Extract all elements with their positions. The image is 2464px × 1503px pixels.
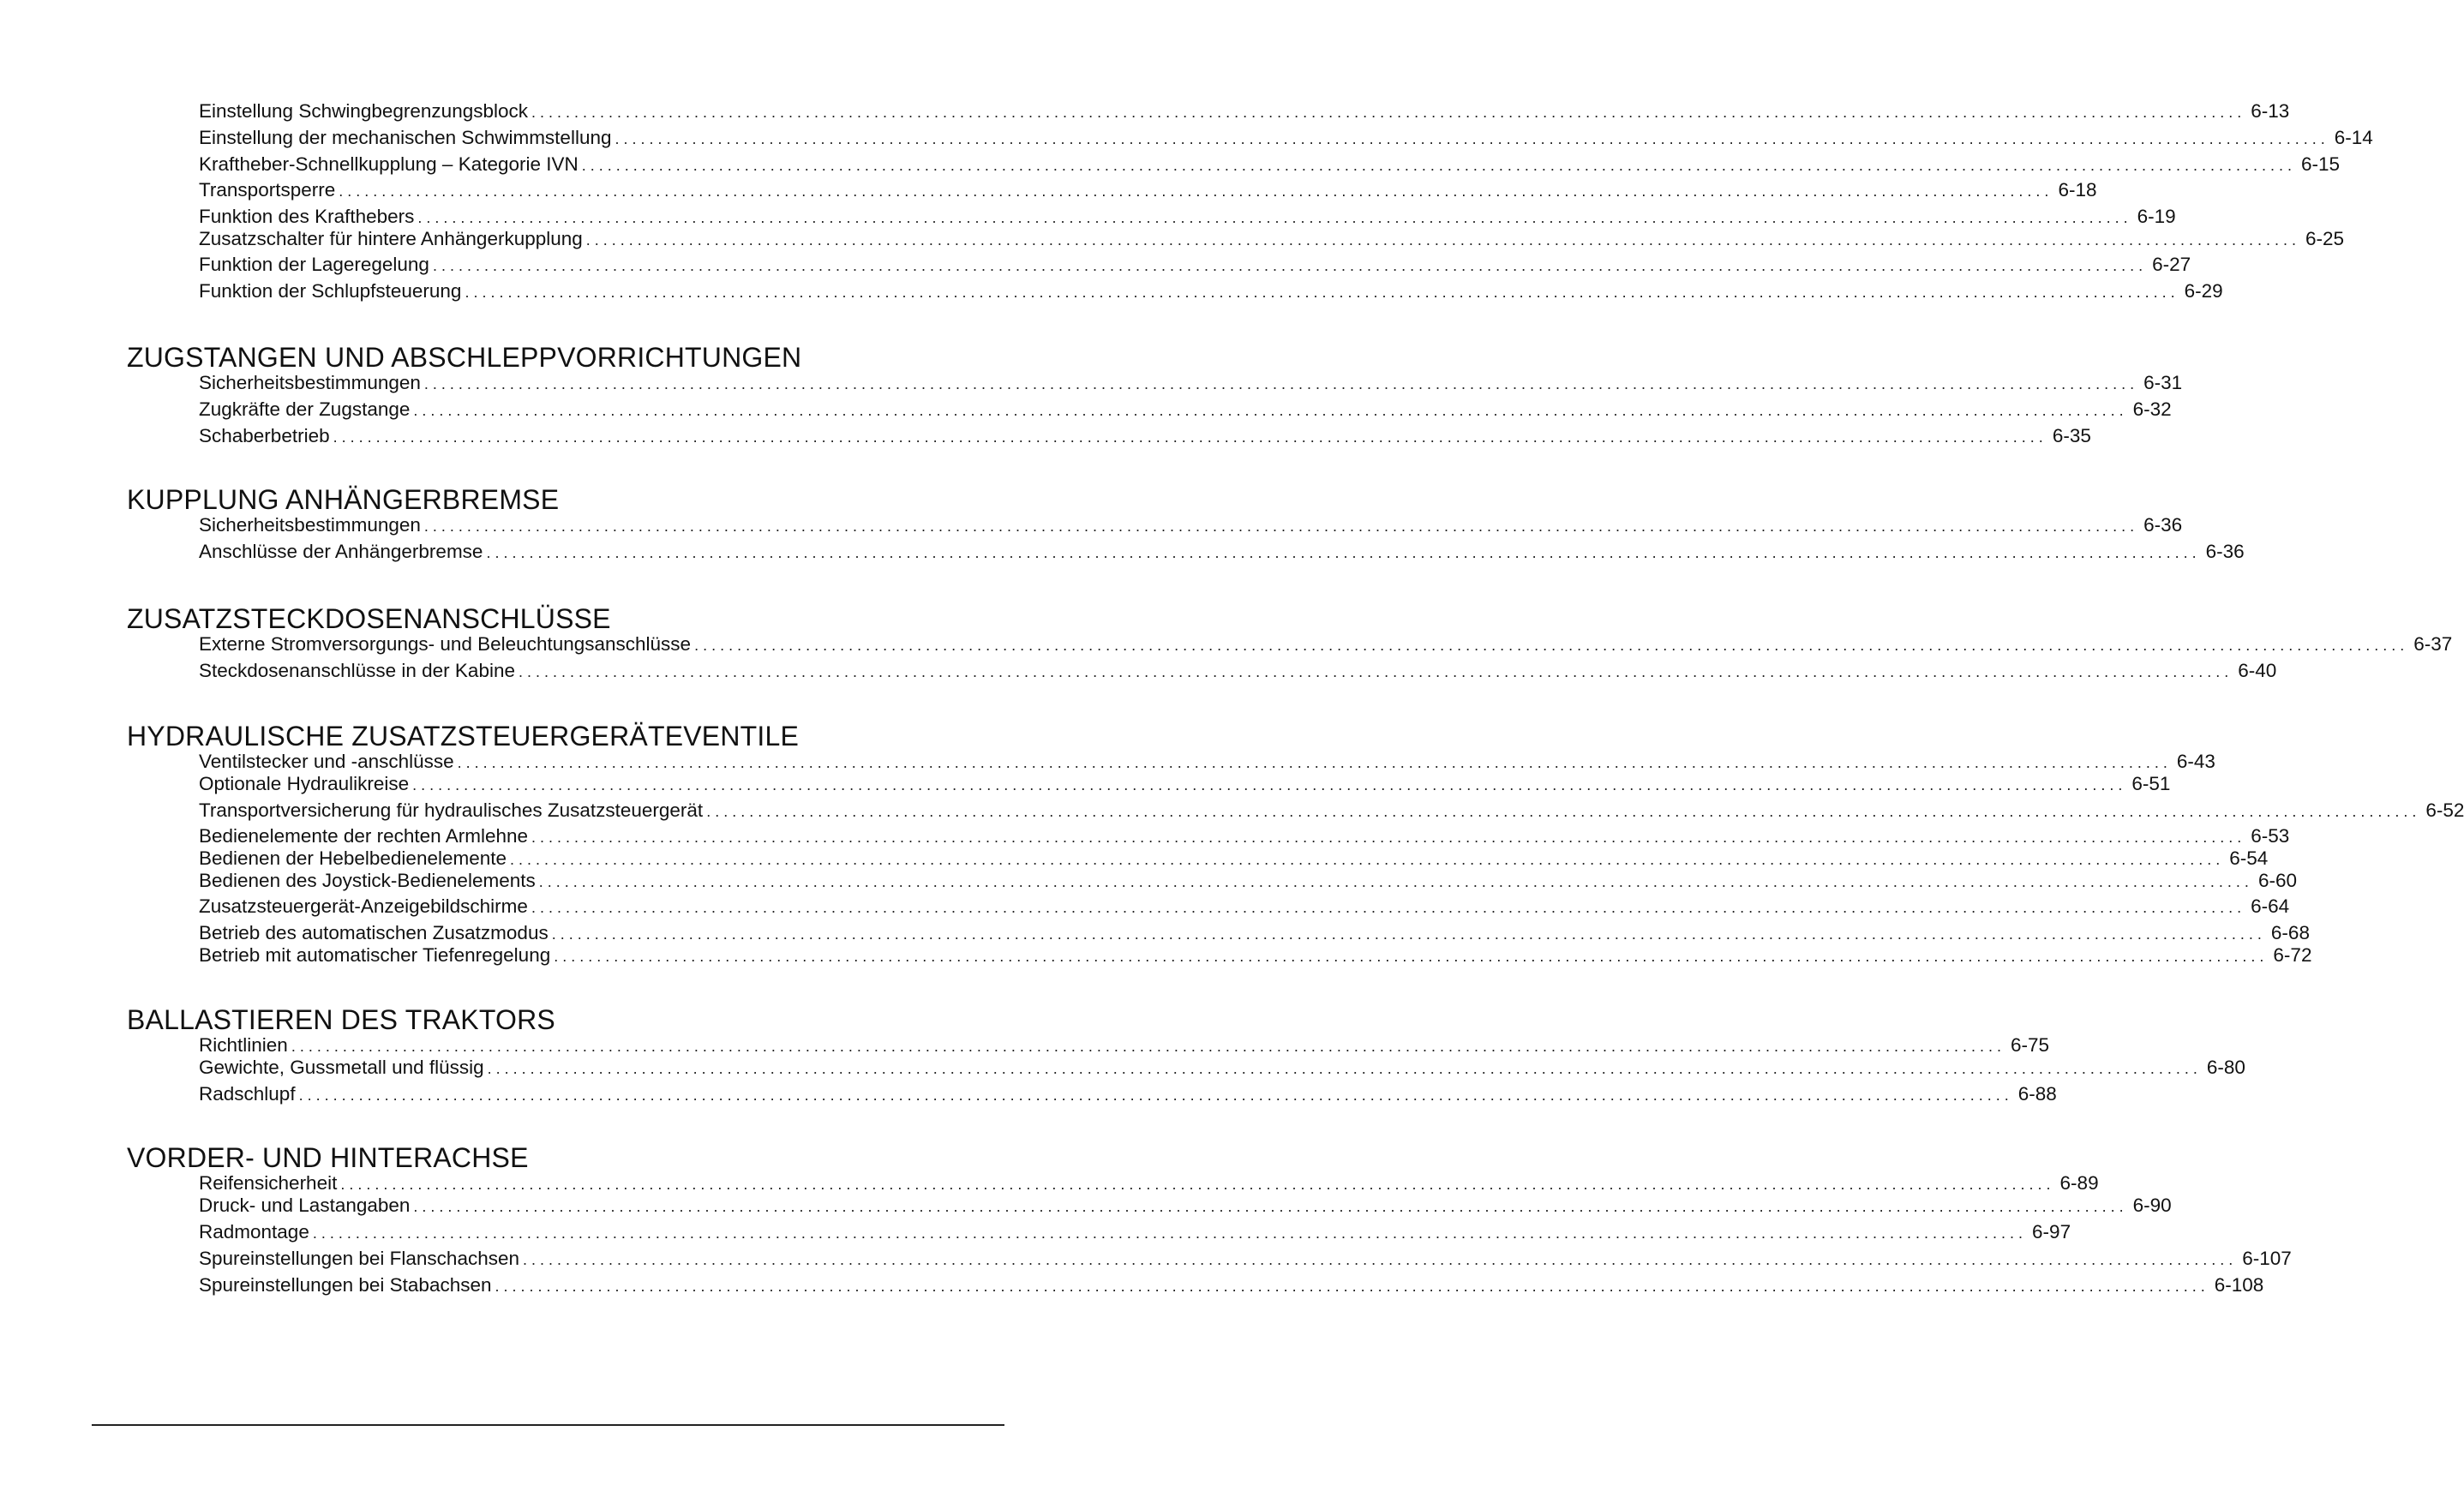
toc-entry-title: Betrieb des automatischen Zusatzmodus [199,922,549,943]
toc-entry[interactable] [199,943,2312,967]
toc-entry[interactable] [199,398,2172,422]
toc-entry-title: Zusatzschalter für hintere Anhängerkupplung [199,228,583,249]
toc-entry[interactable] [199,1056,2245,1080]
toc-entry-title: Funktion der Lageregelung [199,254,429,275]
toc-entry-title: Kraftheber-Schnellkupplung – Kategorie IVN [199,153,579,175]
dot-leader: ........................................................................................................................................................................................................ [413,402,2128,419]
toc-entry-page: 6-31 [2143,372,2183,393]
toc-entry-title: Steckdosenanschlüsse in der Kabine [199,660,515,681]
toc-entry-page: 6-29 [2184,280,2223,302]
dot-leader: ........................................................................................................................................................................................................ [585,231,2300,249]
toc-entry[interactable] [199,205,2176,229]
dot-leader: ........................................................................................................................................................................................................ [523,1251,2238,1268]
toc-entry-title: Zugkräfte der Zugstange [199,398,411,420]
dot-leader: ........................................................................................................................................................................................................ [519,663,2233,680]
dot-leader: ........................................................................................................................................................................................................ [312,1225,2028,1242]
dot-leader: ........................................................................................................................................................................................................ [554,948,2269,965]
toc-entry-title: Bedienelemente der rechten Armlehne [199,825,528,847]
toc-entry-page: 6-89 [2059,1172,2099,1194]
toc-entry-page: 6-43 [2176,751,2215,772]
toc-entry-page: 6-72 [2273,944,2312,966]
toc-entry-page: 6-97 [2032,1221,2071,1243]
toc-entry[interactable] [199,1220,2071,1244]
toc-entry-page: 6-19 [2137,206,2176,227]
toc-entry[interactable] [199,153,2341,177]
toc-entry[interactable] [199,847,2269,871]
toc-entry[interactable] [199,921,2310,945]
toc-entry[interactable] [199,99,2290,123]
section-heading: ZUSATZSTECKDOSENANSCHLÜSSE [127,603,611,634]
toc-entry[interactable] [199,1247,2292,1271]
toc-entry[interactable] [199,540,2245,564]
toc-entry-title: Optionale Hydraulikreise [199,773,410,794]
section-heading: VORDER- UND HINTERACHSE [127,1142,529,1173]
section-heading: HYDRAULISCHE ZUSATZSTEUERGERÄTEVENTILE [127,721,800,752]
dot-leader: ........................................................................................................................................................................................................ [531,104,2246,121]
dot-leader: ........................................................................................................................................................................................................ [531,899,2246,916]
dot-leader: ........................................................................................................................................................................................................ [333,428,2047,446]
toc-entry-title: Radmontage [199,1221,309,1243]
toc-entry[interactable] [199,371,2183,395]
dot-leader: ........................................................................................................................................................................................................ [457,754,2172,771]
dot-leader: ........................................................................................................................................................................................................ [432,257,2148,274]
toc-entry-title: Transportversicherung für hydraulisches Zusatzsteuergerät [199,799,704,821]
section-heading: ZUGSTANGEN UND ABSCHLEPPVORRICHTUNGEN [127,342,802,373]
dot-leader: ........................................................................................................................................................................................................ [339,183,2053,200]
toc-entry-page: 6-52 [2425,799,2464,821]
dot-leader: ........................................................................................................................................................................................................ [615,130,2329,147]
toc-entry[interactable] [199,632,2453,656]
dot-leader: ........................................................................................................................................................................................................ [465,284,2179,301]
toc-entry-title: Zusatzsteuergerät-Anzeigebildschirme [199,895,528,917]
toc-entry-page: 6-25 [2305,228,2345,249]
dot-leader: ........................................................................................................................................................................................................ [538,873,2253,890]
toc-entry[interactable] [199,424,2091,448]
section-heading: KUPPLUNG ANHÄNGERBREMSE [127,484,560,515]
toc-entry-page: 6-108 [2214,1274,2264,1296]
toc-entry-page: 6-80 [2206,1057,2245,1078]
toc-entry-title: Externe Stromversorgungs- und Beleuchtungsanschlüsse [199,633,692,655]
dot-leader: ........................................................................................................................................................................................................ [551,925,2266,943]
dot-leader: ........................................................................................................................................................................................................ [694,637,2409,654]
dot-leader: ........................................................................................................................................................................................................ [291,1038,2006,1055]
toc-entry-title: Sicherheitsbestimmungen [199,514,421,536]
toc-entry[interactable] [199,1082,2057,1106]
toc-entry-title: Transportsperre [199,179,336,201]
toc-entry-title: Einstellung der mechanischen Schwimmstellung [199,127,612,148]
toc-entry-page: 6-32 [2132,398,2172,420]
toc-entry-page: 6-36 [2205,541,2245,562]
toc-entry-page: 6-35 [2052,425,2091,446]
toc-entry-page: 6-64 [2251,895,2290,917]
toc-entry-title: Richtlinien [199,1034,288,1056]
dot-leader: ........................................................................................................................................................................................................ [423,375,2139,392]
toc-entry-page: 6-36 [2143,514,2183,536]
toc-entry[interactable] [199,869,2297,893]
dot-leader: ........................................................................................................................................................................................................ [495,1278,2209,1295]
toc-entry-page: 6-18 [2058,179,2097,201]
toc-entry[interactable] [199,772,2171,796]
dot-leader: ........................................................................................................................................................................................................ [706,803,2421,820]
toc-entry-title: Gewichte, Gussmetall und flüssig [199,1057,484,1078]
toc-entry[interactable] [199,126,2373,150]
toc-entry-page: 6-27 [2152,254,2191,275]
dot-leader: ........................................................................................................................................................................................................ [581,157,2296,174]
toc-entry[interactable] [199,279,2223,303]
toc-entry-title: Reifensicherheit [199,1172,338,1194]
footer-rule [92,1424,1004,1426]
toc-entry-page: 6-53 [2251,825,2290,847]
toc-entry[interactable] [199,1273,2264,1297]
dot-leader: ........................................................................................................................................................................................................ [531,829,2246,846]
toc-entry-title: Ventilstecker und -anschlüsse [199,751,454,772]
dot-leader: ........................................................................................................................................................................................................ [423,518,2139,535]
toc-entry-title: Bedienen des Joystick-Bedienelements [199,870,536,891]
toc-entry-title: Spureinstellungen bei Stabachsen [199,1274,492,1296]
toc-entry-title: Schaberbetrieb [199,425,330,446]
toc-entry-page: 6-14 [2334,127,2373,148]
toc-entry[interactable] [199,513,2183,537]
toc-entry[interactable] [199,253,2191,277]
toc-entry[interactable] [199,799,2464,823]
toc-entry[interactable] [199,178,2097,202]
toc-entry-page: 6-75 [2011,1034,2050,1056]
toc-entry-page: 6-15 [2300,153,2341,175]
section-heading: BALLASTIEREN DES TRAKTORS [127,1004,555,1035]
toc-entry[interactable] [199,1194,2172,1218]
dot-leader: ........................................................................................................................................................................................................ [340,1176,2055,1193]
toc-entry-title: Funktion des Krafthebers [199,206,415,227]
toc-entry-page: 6-13 [2251,100,2290,122]
toc-entry-title: Funktion der Schlupfsteuerung [199,280,462,302]
toc-entry-page: 6-60 [2257,870,2297,891]
toc-entry-title: Spureinstellungen bei Flanschachsen [199,1248,519,1269]
dot-leader: ........................................................................................................................................................................................................ [487,1060,2202,1077]
toc-entry[interactable] [199,750,2215,774]
toc-entry-title: Anschlüsse der Anhängerbremse [199,541,483,562]
toc-entry[interactable] [199,824,2290,848]
toc-entry-title: Betrieb mit automatischer Tiefenregelung [199,944,551,966]
dot-leader: ........................................................................................................................................................................................................ [510,851,2225,868]
dot-leader: ........................................................................................................................................................................................................ [298,1087,2013,1104]
toc-entry-page: 6-40 [2238,660,2277,681]
toc-entry-title: Radschlupf [199,1083,296,1105]
toc-entry-title: Sicherheitsbestimmungen [199,372,421,393]
dot-leader: ........................................................................................................................................................................................................ [486,544,2201,561]
toc-entry-page: 6-68 [2270,922,2310,943]
toc-entry-page: 6-107 [2242,1248,2292,1269]
toc-entry-title: Einstellung Schwingbegrenzungsblock [199,100,528,122]
toc-entry-page: 6-37 [2413,633,2453,655]
toc-entry[interactable] [199,1171,2099,1195]
dot-leader: ........................................................................................................................................................................................................ [417,209,2132,226]
dot-leader: ........................................................................................................................................................................................................ [413,1198,2128,1215]
toc-entry[interactable] [199,895,2290,919]
toc-entry-page: 6-88 [2017,1083,2057,1105]
toc-entry[interactable] [199,659,2277,683]
toc-entry-page: 6-51 [2131,773,2171,794]
toc-entry-title: Druck- und Lastangaben [199,1195,411,1216]
toc-entry-page: 6-90 [2132,1195,2172,1216]
toc-entry-page: 6-54 [2229,847,2269,869]
toc-entry-title: Bedienen der Hebelbedienelemente [199,847,507,869]
toc-entry[interactable] [199,1033,2050,1057]
dot-leader: ........................................................................................................................................................................................................ [412,776,2127,793]
toc-entry[interactable] [199,227,2345,251]
